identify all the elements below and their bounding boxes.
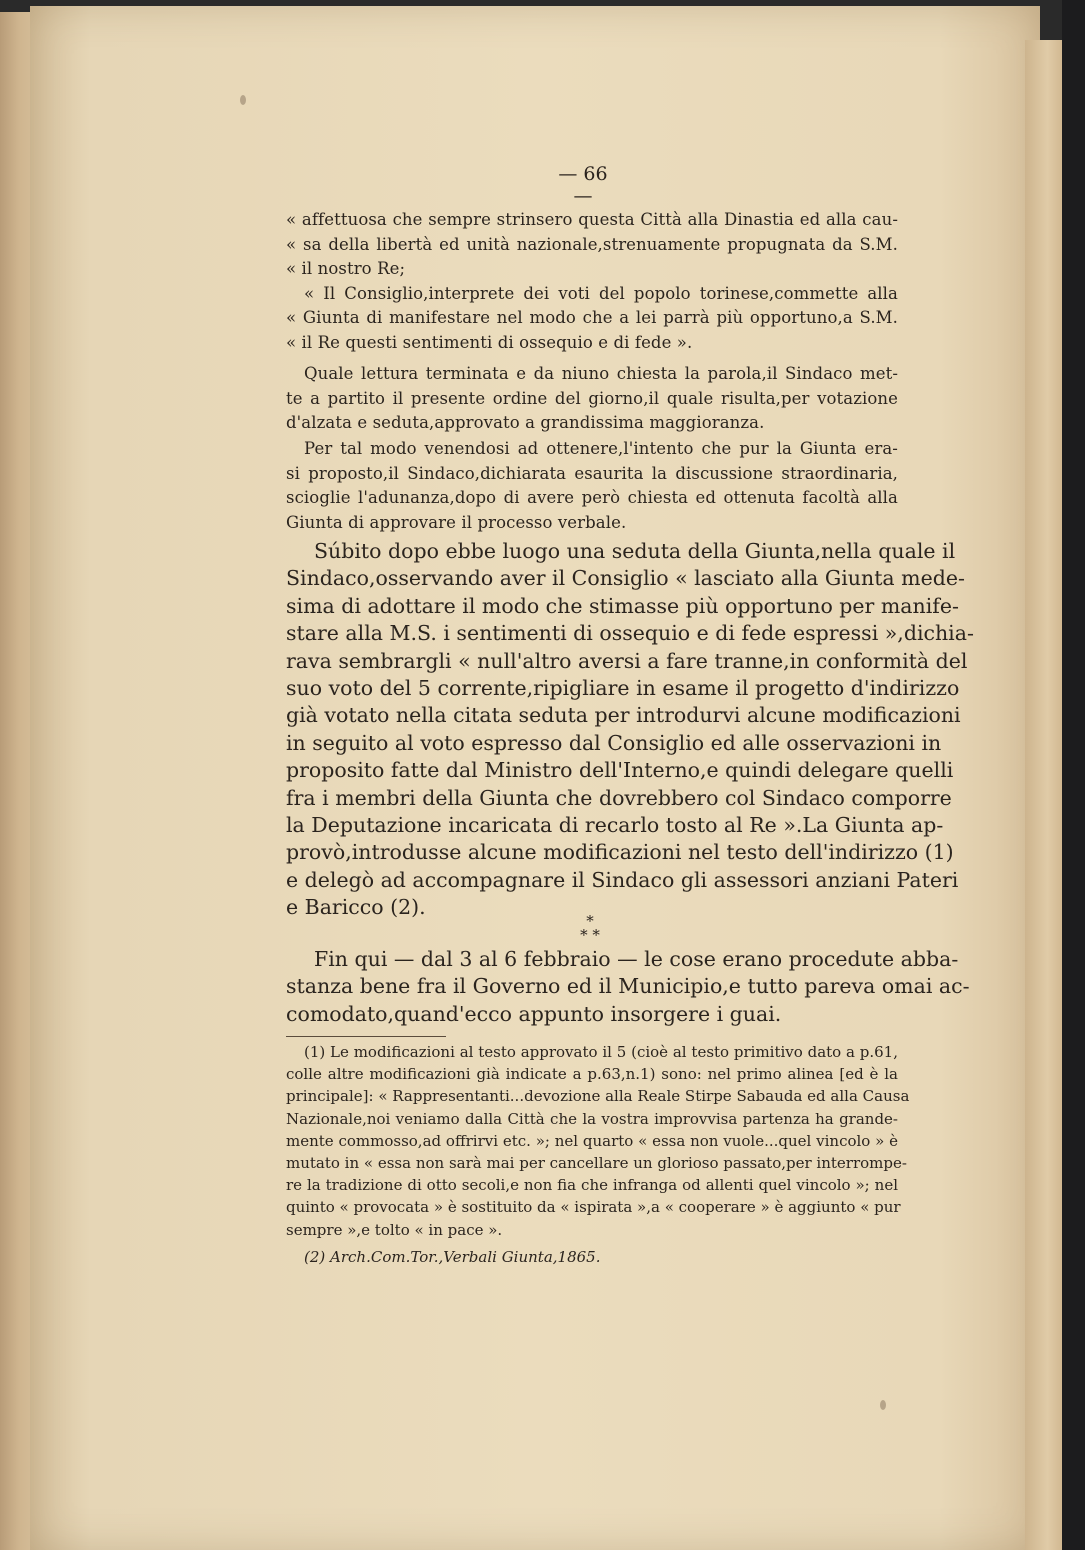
text-line: comodato,quand'ecco appunto insorgere i guai. (286, 1001, 782, 1026)
text-line: Per tal modo venendosi ad ottenere,l'intento che pur la Giunta era- (304, 439, 898, 458)
footnote-line: Nazionale,noi veniamo dalla Città che la vostra improvvisa partenza ha grande- (286, 1109, 898, 1128)
text-line: fra i membri della Giunta che dovrebbero col Sindaco comporre (286, 785, 952, 810)
text-line: Súbito dopo ebbe luogo una seduta della Giunta,nella quale il (314, 539, 956, 563)
text-line: la Deputazione incaricata di recarlo tosto al Re ».La Giunta ap- (286, 812, 944, 837)
text-line: provò,introdusse alcune modificazioni nel testo dell'indirizzo (1) (286, 840, 954, 865)
footnote-line: mutato in « essa non sarà mai per cancellare un glorioso passato,per interrompe- (286, 1153, 907, 1172)
footnote-line: principale]: « Rappresentanti...devozione alla Reale Stirpe Sabauda ed alla Causa (286, 1087, 910, 1106)
footnote-rule (286, 1036, 446, 1037)
text-line: suo voto del 5 corrente,ripigliare in esame il progetto d'indirizzo (286, 675, 960, 700)
quote-block (286, 208, 898, 355)
page-number: — 66 — (558, 163, 608, 207)
footnote-2 (286, 1246, 898, 1268)
text-line: proposito fatte dal Ministro dell'Interno,e quindi delegare quelli (286, 758, 954, 783)
background-dark (1062, 0, 1085, 1550)
text-line: stare alla M.S. i sentimenti di ossequio e di fede espressi »,dichia- (286, 621, 974, 646)
text-line: e delegò ad accompagnare il Sindaco gli assessori anziani Pateri (286, 867, 959, 892)
footnote-line: (1) Le modificazioni al testo approvato il 5 (cioè al testo primitivo dato a p.61, (304, 1043, 898, 1061)
paragraph-3 (286, 538, 974, 921)
paper-spot (880, 1400, 886, 1410)
paragraph-1 (286, 362, 898, 436)
text-line: e Baricco (2). (286, 895, 426, 920)
text-line: Fin qui — dal 3 al 6 febbraio — le cose erano procedute abba- (314, 947, 959, 971)
footnote-line: colle altre modificazioni già indicate a p.63,n.1) sono: nel primo alinea [ed è la (286, 1065, 898, 1084)
asterism: * * * (580, 912, 600, 944)
footnote-line: re la tradizione di otto secoli,e non fia che infranga od allenti quel vincolo »; nel (286, 1176, 898, 1195)
text-line: già votato nella citata seduta per introdurvi alcune modificazioni (286, 703, 961, 728)
paper-spot (240, 95, 246, 105)
quote-line: « Giunta di manifestare nel modo che a lei parrà più opportuno,a S.M. (286, 308, 898, 327)
text-line: d'alzata e seduta,approvato a grandissima maggioranza. (286, 413, 765, 432)
text-line: Quale lettura terminata e da niuno chiesta la parola,il Sindaco met- (304, 364, 898, 383)
text-line: Giunta di approvare il processo verbale. (286, 512, 627, 532)
text-line: Sindaco,osservando aver il Consiglio « lasciato alla Giunta mede- (286, 566, 965, 591)
footnote-line: quinto « provocata » è sostituito da « ispirata »,a « cooperare » è aggiunto « pur (286, 1198, 901, 1217)
text-line: scioglie l'adunanza,dopo di avere però chiesta ed ottenuta facoltà alla (286, 488, 898, 507)
text-line: te a partito il presente ordine del giorno,il quale risulta,per votazione (286, 388, 898, 408)
text-line: si proposto,il Sindaco,dichiarata esaurita la discussione straordinaria, (286, 463, 898, 483)
footnote-1 (286, 1041, 910, 1241)
text-line: stanza bene fra il Governo ed il Municipio,e tutto pareva omai ac- (286, 974, 970, 999)
section-separator (560, 914, 620, 942)
text-line: in seguito al voto espresso dal Consiglio ed alle osservazioni in (286, 730, 942, 755)
quote-line: « sa della libertà ed unità nazionale,strenuamente propugnata da S.M. (286, 234, 898, 254)
paragraph-2 (286, 437, 898, 535)
quote-line: « Il Consiglio,interprete dei voti del popolo torinese,commette alla (304, 283, 898, 303)
text-line: sima di adottare il modo che stimasse più opportuno per manife- (286, 593, 959, 618)
text-line: rava sembrargli « null'altro aversi a fare tranne,in conformità del (286, 648, 968, 673)
quote-line: « affettuosa che sempre strinsero questa Città alla Dinastia ed alla cau- (286, 210, 898, 229)
footnote-line: sempre »,e tolto « in pace ». (286, 1220, 503, 1239)
footnote-line: (2) Arch.Com.Tor.,Verbali Giunta,1865. (304, 1248, 601, 1266)
quote-line: « il nostro Re; (286, 259, 406, 278)
footnote-line: mente commosso,ad offrirvi etc. »; nel quarto « essa non vuole...quel vincolo » è (286, 1131, 898, 1150)
paragraph-4 (286, 946, 970, 1028)
quote-line: « il Re questi sentimenti di ossequio e di fede ». (286, 332, 693, 352)
